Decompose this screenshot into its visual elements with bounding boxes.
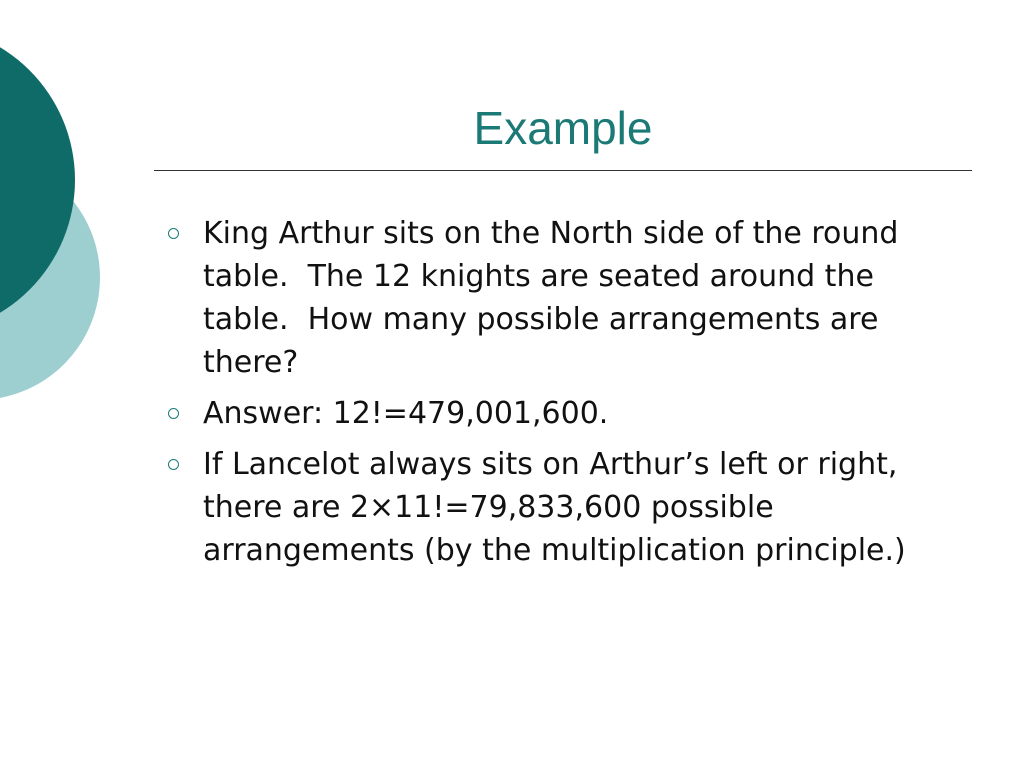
hollow-circle-bullet-icon [168, 228, 179, 239]
bullet-list [160, 212, 950, 580]
hollow-circle-bullet-icon [168, 408, 179, 419]
bullet-text: Answer: 12!=479,001,600. [203, 396, 609, 431]
bullet-text: If Lancelot always sits on Arthur’s left or right, there are 2×11!=79,833,600 possible arrangements (by the multiplication principle.) [203, 447, 907, 568]
hollow-circle-bullet-icon [168, 459, 179, 470]
bullet-item [160, 443, 950, 572]
bullet-item [160, 392, 950, 435]
bullet-text: King Arthur sits on the North side of the round table. The 12 knights are seated around the table. How many possible arrangements are there? [203, 216, 908, 380]
title-divider [154, 170, 972, 171]
bullet-item [160, 212, 950, 384]
slide-title: Example [473, 102, 653, 154]
